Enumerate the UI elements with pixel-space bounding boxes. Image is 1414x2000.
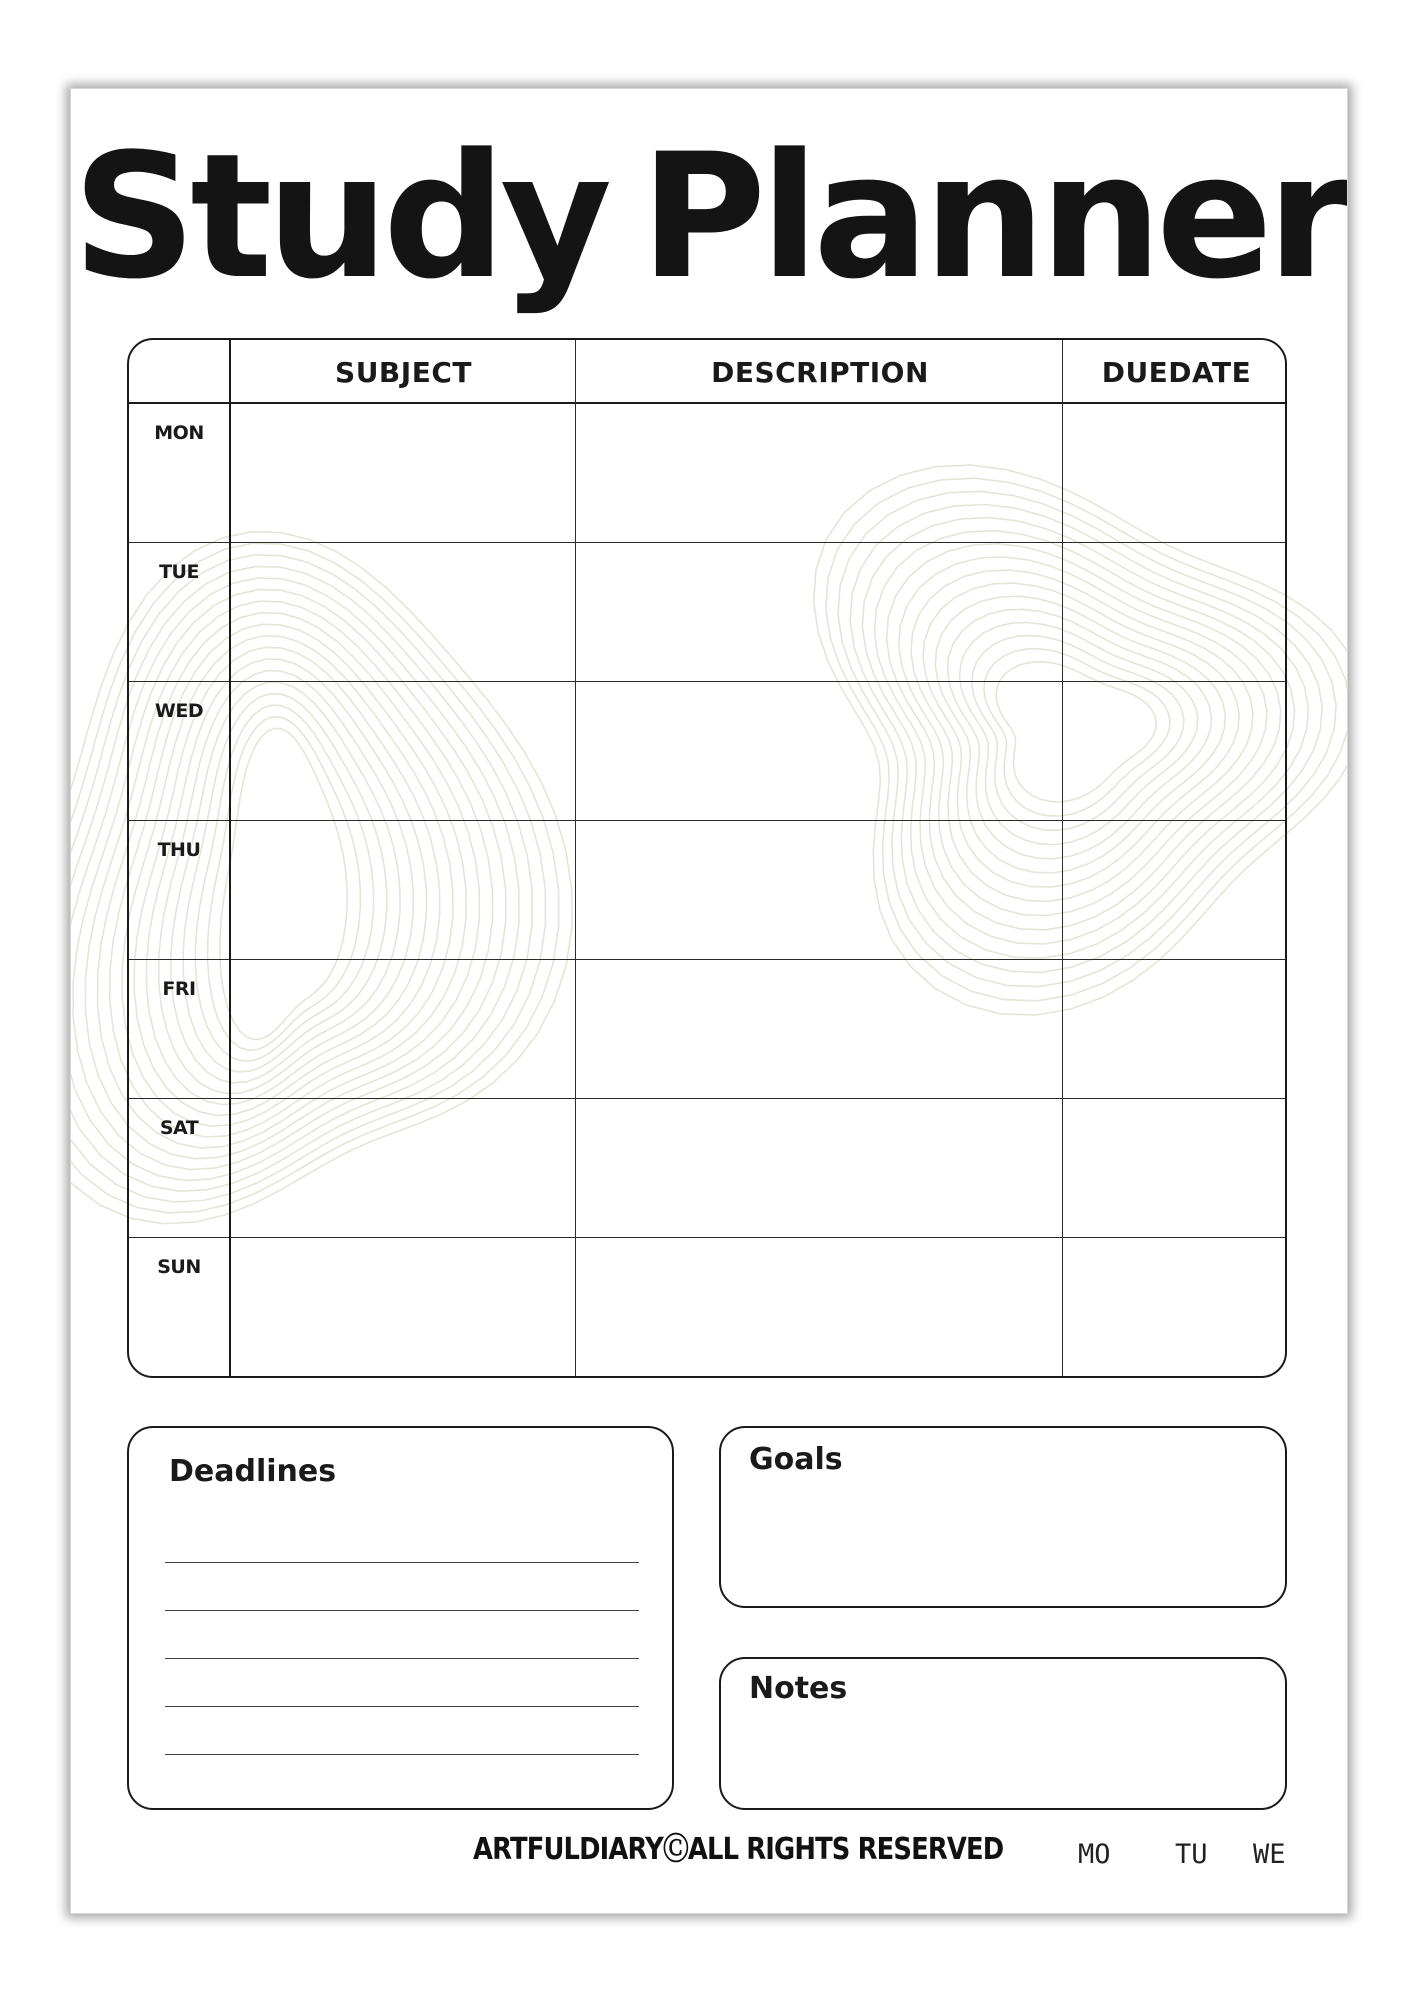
subject-column-divider	[575, 340, 576, 1376]
weekday-mo: MO	[1078, 1839, 1111, 1870]
table-row-mon[interactable]	[129, 404, 1285, 543]
deadlines-title: Deadlines	[169, 1454, 337, 1489]
day-label: THU	[157, 839, 201, 861]
table-row-sat[interactable]	[129, 1099, 1285, 1238]
day-column-divider	[229, 340, 231, 1376]
deadline-line[interactable]	[165, 1754, 639, 1755]
header-subject: SUBJECT	[335, 355, 472, 389]
deadlines-box[interactable]	[127, 1426, 674, 1810]
title-word-study: Study	[72, 116, 607, 317]
notes-box[interactable]	[719, 1657, 1287, 1810]
copyright-footer: ARTFULDIARYⒸALL RIGHTS RESERVED	[473, 1832, 1004, 1867]
day-label: TUE	[159, 561, 199, 583]
day-label: MON	[154, 422, 204, 444]
day-label: SUN	[157, 1256, 201, 1278]
day-label: FRI	[162, 978, 196, 1000]
table-row-thu[interactable]	[129, 821, 1285, 960]
weekday-we: WE	[1253, 1839, 1286, 1870]
deadline-line[interactable]	[165, 1562, 639, 1563]
title-word-planner: Planner	[640, 116, 1346, 317]
page-title	[71, 116, 1347, 317]
table-row-tue[interactable]	[129, 543, 1285, 682]
deadline-line[interactable]	[165, 1706, 639, 1707]
table-row-wed[interactable]	[129, 682, 1285, 821]
table-header	[129, 340, 1285, 404]
deadline-line[interactable]	[165, 1610, 639, 1611]
weekly-table	[127, 338, 1287, 1378]
deadline-line[interactable]	[165, 1658, 639, 1659]
day-label: WED	[154, 700, 204, 722]
goals-box[interactable]	[719, 1426, 1287, 1608]
planner-sheet	[70, 88, 1348, 1914]
table-row-fri[interactable]	[129, 960, 1285, 1099]
description-column-divider	[1062, 340, 1063, 1376]
table-row-sun[interactable]	[129, 1238, 1285, 1377]
header-duedate: DUEDATE	[1101, 355, 1252, 389]
day-label: SAT	[159, 1117, 199, 1139]
header-description: DESCRIPTION	[711, 355, 929, 389]
notes-title: Notes	[749, 1671, 848, 1706]
weekday-tu: TU	[1175, 1839, 1208, 1870]
goals-title: Goals	[749, 1442, 843, 1477]
